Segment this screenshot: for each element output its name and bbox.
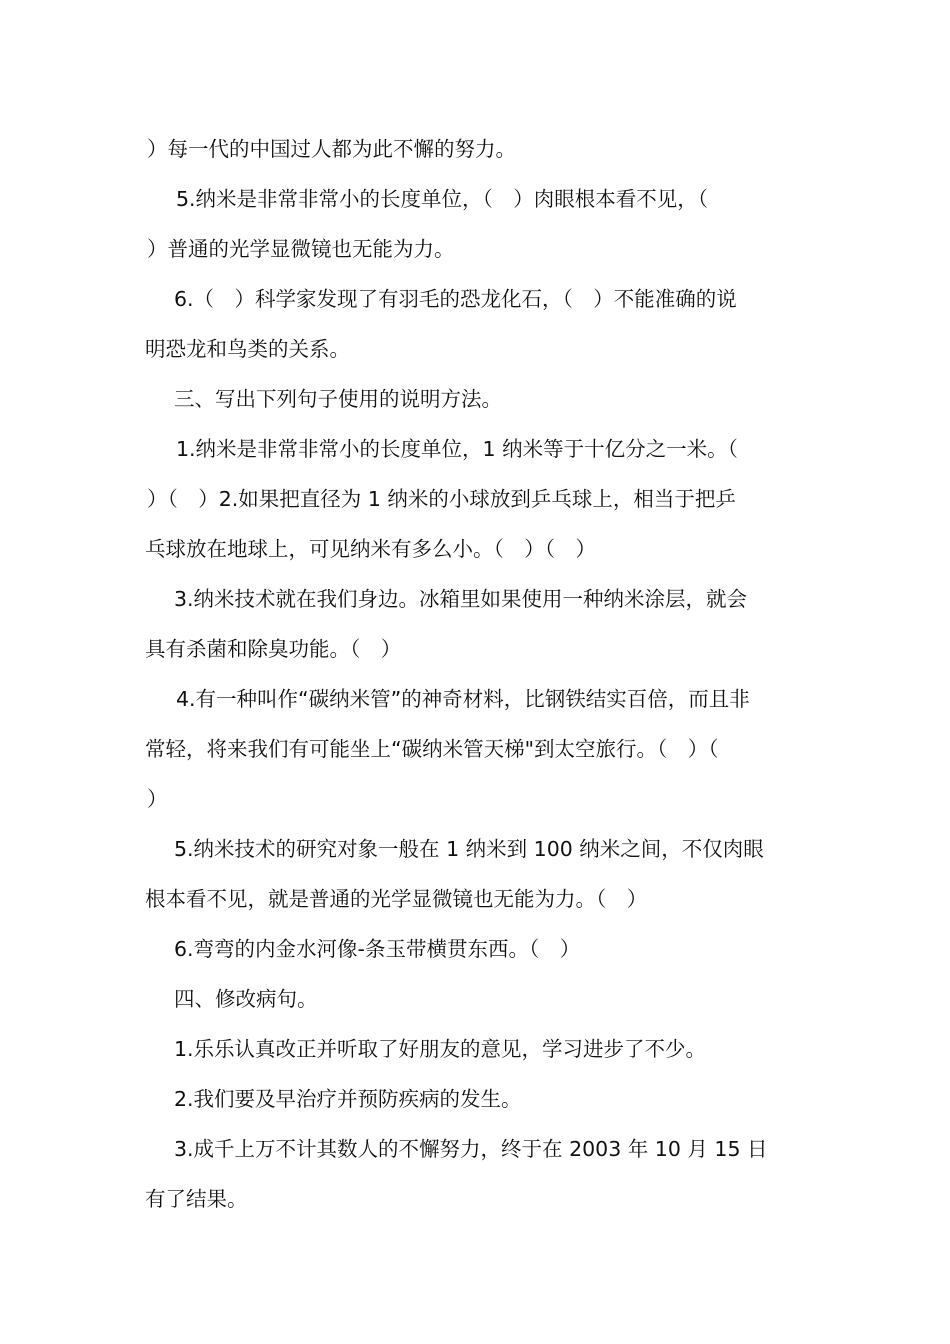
text-line: 5.纳米是非常非常小的长度单位，（ ）肉眼根本看不见，（: [176, 187, 709, 211]
text-line: ）（ ）2.如果把直径为 1 纳米的小球放到乒乓球上，相当于把乒: [147, 487, 736, 511]
section-heading: 三、写出下列句子使用的说明方法。: [174, 387, 502, 411]
text-line: 具有杀菌和除臭功能。（ ）: [145, 637, 402, 661]
text-line: 5.纳米技术的研究对象一般在 1 纳米到 100 纳米之间，不仅肉眼: [174, 837, 764, 861]
text-line: ）每一代的中国过人都为此不懈的努力。: [147, 137, 516, 161]
text-line: ）普通的光学显微镜也无能为力。: [147, 237, 455, 261]
text-line: 6.弯弯的内金水河像-条玉带横贯东西。（ ）: [174, 937, 581, 961]
text-line: 6.（ ）科学家发现了有羽毛的恐龙化石，（ ）不能准确的说: [174, 287, 737, 311]
text-line: 1.乐乐认真改正并听取了好朋友的意见，学习进步了不少。: [174, 1037, 707, 1061]
text-line: 乓球放在地球上，可见纳米有多么小。（ ）（ ）: [145, 537, 596, 561]
text-line: ）: [147, 787, 168, 811]
text-line: 常轻，将来我们有可能坐上“碳纳米管天梯"到太空旅行。（ ）（: [145, 737, 719, 761]
text-line: 根本看不见，就是普通的光学显微镜也无能为力。（ ）: [145, 887, 648, 911]
text-line: 2.我们要及早治疗并预防疾病的发生。: [174, 1087, 522, 1111]
text-line: 3.成千上万不计其数人的不懈努力，终于在 2003 年 10 月 15 日: [174, 1137, 768, 1161]
text-line: 1.纳米是非常非常小的长度单位，1 纳米等于十亿分之一米。（: [176, 437, 738, 461]
text-line: 3.纳米技术就在我们身边。冰箱里如果使用一种纳米涂层，就会: [174, 587, 748, 611]
section-heading: 四、修改病句。: [174, 987, 318, 1011]
text-line: 有了结果。: [145, 1187, 248, 1211]
text-line: 4.有一种叫作“碳纳米管”的神奇材料，比钢铁结实百倍，而且非: [176, 687, 750, 711]
text-line: 明恐龙和鸟类的关系。: [145, 337, 350, 361]
